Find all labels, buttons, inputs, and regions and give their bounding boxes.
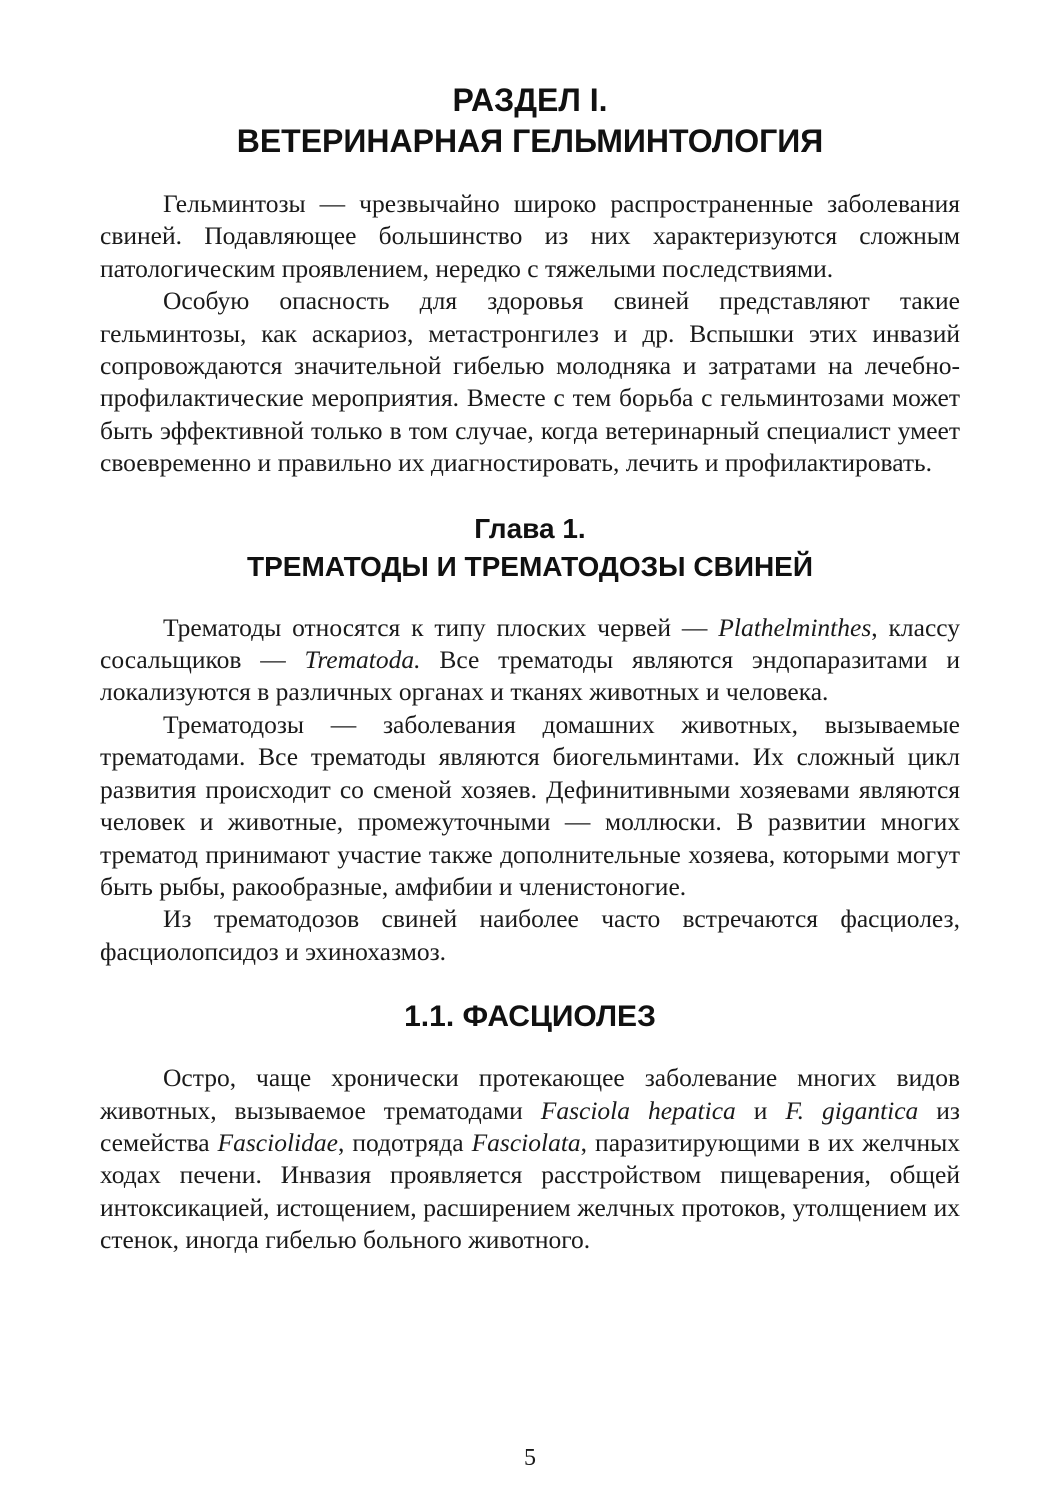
subsection-paragraph-1 — [100, 1062, 960, 1256]
latin-term: Plathelminthes — [718, 612, 872, 642]
latin-term: Fasciolidae — [217, 1127, 338, 1157]
page-content — [100, 80, 960, 1257]
section-paragraph-2: Особую опасность для здоровья свиней представляют такие гельминтозы, как аскариоз, метастронгилез и др. Вспышки этих инвазий сопровождаются значительной гибелью молодняка и затратами на лечебно-профилактические мероприятия. Вместе с тем борьба с гельминтозами может быть эффективной только в том случае, когда ветеринарный специалист умеет своевременно и правильно их диагностировать, лечить и профилактировать. — [100, 286, 960, 478]
text-run: Трематоды относятся к типу плоских червей — — [163, 612, 719, 642]
section-paragraph-1: Гельминтозы — чрезвычайно широко распространенные заболевания свиней. Подавляющее большинство из них характеризуются сложным патологическим проявлением, нередко с тяжелыми последствиями. — [100, 189, 960, 283]
page-number: 5 — [524, 1445, 536, 1471]
section-title — [100, 80, 960, 162]
text-run: , классу сосальщиков — — [100, 612, 961, 675]
section-title-line2: ВЕТЕРИНАРНАЯ ГЕЛЬМИНТОЛОГИЯ — [236, 123, 824, 159]
text-run: , подотряда — [337, 1127, 472, 1157]
text-run: Все трематоды являются эндопаразитами и локализуются в различных органах и тканях животных и человека. — [100, 645, 960, 707]
text-run: Остро, чаще хронически протекающее заболевание многих видов животных, вызываемое трематодами — [100, 1063, 960, 1125]
chapter-paragraph-3: Из трематодозов свиней наиболее часто встречаются фасциолез, фасциолопсидоз и эхинохазмоз. — [100, 904, 960, 966]
text-run: из семейства — [100, 1095, 960, 1157]
chapter-paragraph-1 — [100, 612, 960, 709]
subsection-title: 1.1. ФАСЦИОЛЕЗ — [404, 1000, 656, 1034]
chapter-title-line1: Глава 1. — [474, 512, 586, 544]
latin-term: Fasciola hepatica — [540, 1095, 736, 1125]
chapter-title — [100, 510, 960, 586]
section-title-line1: РАЗДЕЛ I. — [452, 82, 608, 118]
latin-term: Fasciolata — [471, 1127, 581, 1157]
latin-term: F. gigantica — [785, 1095, 919, 1125]
text-run: , паразитирующими в их желчных ходах печени. Инвазия проявляется расстройством пищеварения, общей интоксикацией, истощением, расширением желчных протоков, утолщением их стенок, иногда гибелью больного животного. — [100, 1127, 960, 1255]
chapter-title-line2: ТРЕМАТОДЫ И ТРЕМАТОДОЗЫ СВИНЕЙ — [247, 550, 813, 582]
latin-term: Trematoda. — [304, 645, 421, 675]
chapter-paragraph-2: Трематодозы — заболевания домашних животных, вызываемые трематодами. Все трематоды являются биогельминтами. Их сложный цикл развития происходит со сменой хозяев. Дефинитивными хозяевами являются человек и животные, промежуточными — моллюски. В развитии многих трематод принимают участие также дополнительные хозяева, которыми могут быть рыбы, ракообразные, амфибии и членистоногие. — [100, 709, 960, 901]
text-run: и — [735, 1095, 786, 1125]
